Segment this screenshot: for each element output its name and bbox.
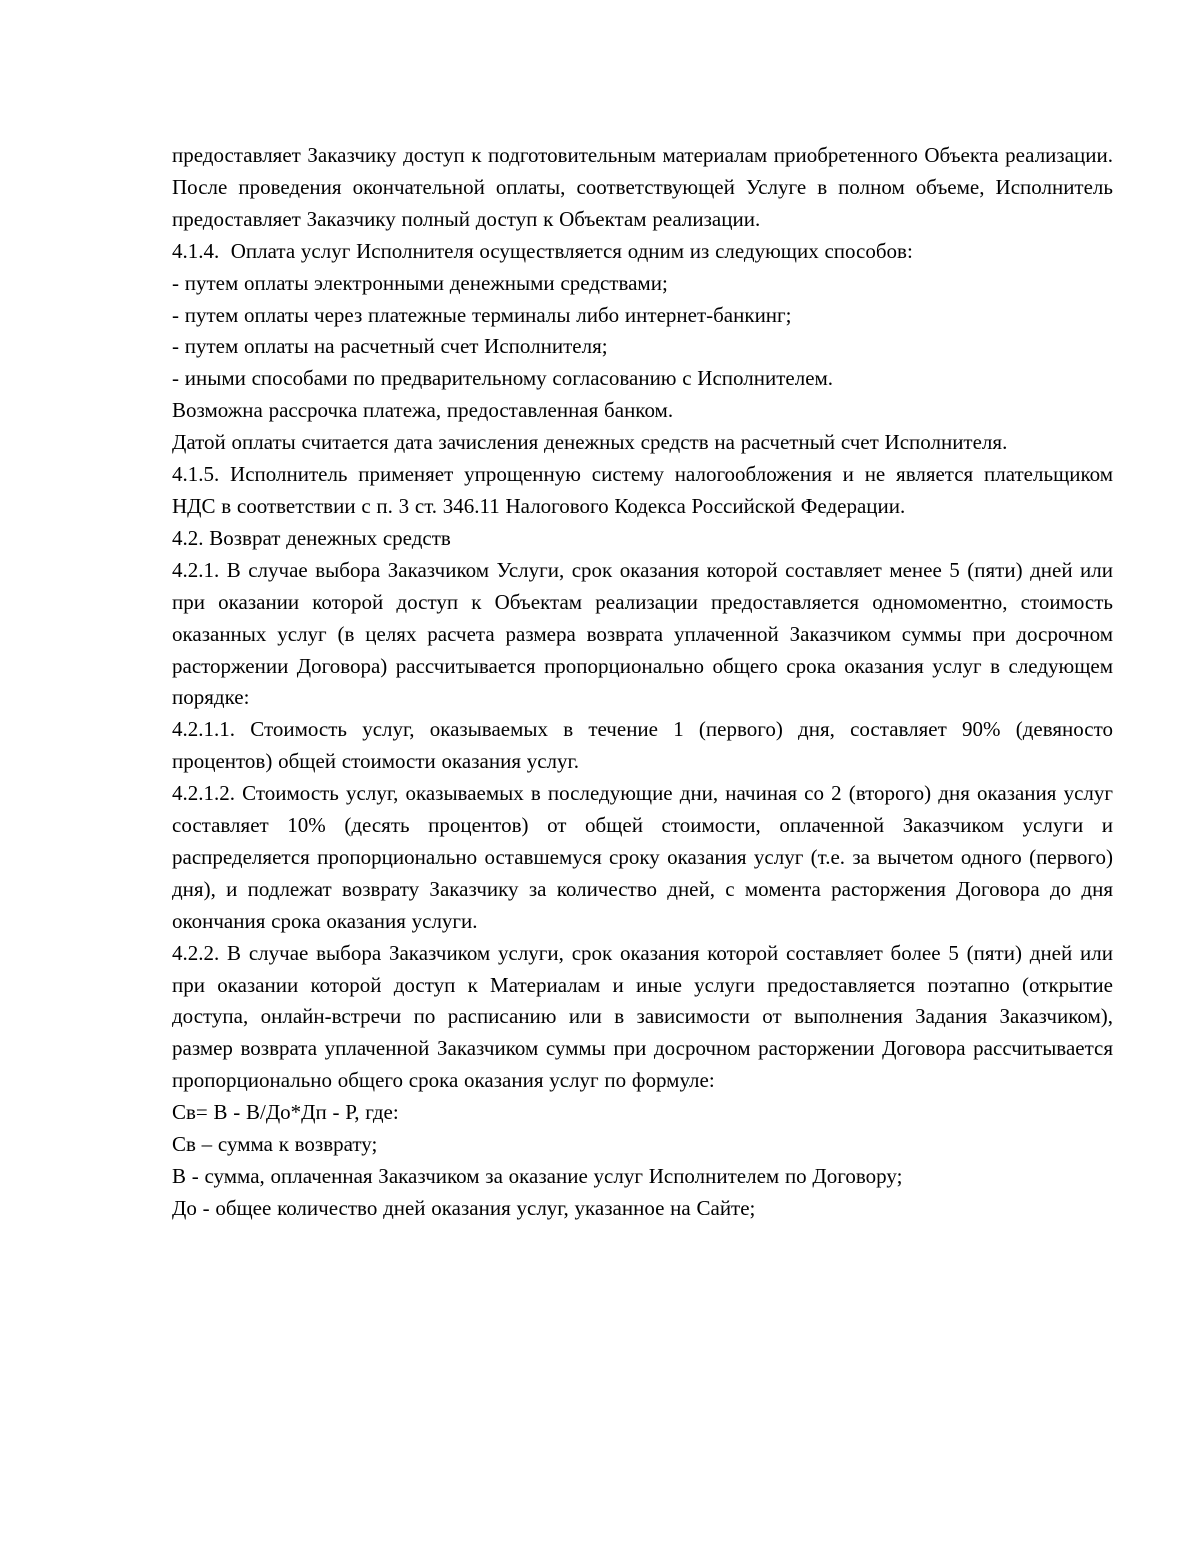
clause-4-1-4: 4.1.4. Оплата услуг Исполнителя осуществляется одним из следующих способов: (172, 238, 913, 263)
payment-method-item-2: - путем оплаты через платежные терминалы либо интернет-банкинг; (172, 302, 792, 327)
payment-method-item-4: - иными способами по предварительному согласованию с Исполнителем. (172, 366, 834, 391)
formula-var-sv: Св – сумма к возврату; (172, 1132, 378, 1157)
clause-4-2-2: 4.2.2. В случае выбора Заказчиком услуги, срок оказания которой составляет более 5 (пяти) дней или при оказании которой доступ к Материалам и иные услуги предоставляется поэтапно (открытие доступа, онлайн-встречи по расписанию или в зависимости от выполнения Задания Заказчиком), размер возврата уплаченной Заказчиком суммы при досрочном расторжении Договора рассчитывается пропорционально общего срока оказания услуг по формуле: (172, 940, 1113, 1093)
payment-date-note: Датой оплаты считается дата зачисления денежных средств на расчетный счет Исполнителя. (172, 430, 1008, 455)
formula-var-do: До - общее количество дней оказания услуг, указанное на Сайте; (172, 1195, 756, 1220)
clause-4-2-1-1: 4.2.1.1. Стоимость услуг, оказываемых в течение 1 (первого) дня, составляет 90% (девяносто процентов) общей стоимости оказания услуг. (172, 717, 1113, 774)
formula-var-v: В - сумма, оплаченная Заказчиком за оказание услуг Исполнителем по Договору; (172, 1164, 903, 1188)
clause-4-2-1: 4.2.1. В случае выбора Заказчиком Услуги, срок оказания которой составляет менее 5 (пяти) дней или при оказании которой доступ к Объектам реализации предоставляется одномоментно, стоимость оказанных услуг (в целях расчета размера возврата уплаченной Заказчиком суммы при досрочном расторжении Договора) рассчитывается пропорционально общего срока оказания услуг в следующем порядке: (172, 557, 1113, 710)
payment-method-item-1: - путем оплаты электронными денежными средствами; (172, 270, 668, 295)
clause-4-2-1-2: 4.2.1.2. Стоимость услуг, оказываемых в последующие дни, начиная со 2 (второго) дня оказания услуг составляет 10% (десять процентов) от общей стоимости, оплаченной Заказчиком услуги и распределяется пропорционально оставшемуся сроку оказания услуг (т.е. за вычетом одного (первого) дня), и подлежат возврату Заказчику за количество дней, с момента расторжения Договора до дня окончания срока оказания услуги. (172, 781, 1113, 933)
clause-continuation-text: предоставляет Заказчику доступ к подготовительным материалам приобретенного Объекта реализации. После проведения окончательной оплаты, соответствующей Услуге в полном объеме, Исполнитель предоставляет Заказчику полный доступ к Объектам реализации. (172, 143, 1113, 231)
document-page (172, 140, 1113, 1225)
clause-4-1-5: 4.1.5. Исполнитель применяет упрощенную систему налогообложения и не является плательщиком НДС в соответствии с п. 3 ст. 346.11 Налогового Кодекса Российской Федерации. (172, 462, 1113, 518)
payment-method-item-3: - путем оплаты на расчетный счет Исполнителя; (172, 334, 608, 359)
installment-note: Возможна рассрочка платежа, предоставленная банком. (172, 398, 674, 423)
section-4-2-heading: 4.2. Возврат денежных средств (172, 525, 451, 550)
refund-formula: Св= В - В/До*Дп - Р, где: (172, 1100, 399, 1125)
